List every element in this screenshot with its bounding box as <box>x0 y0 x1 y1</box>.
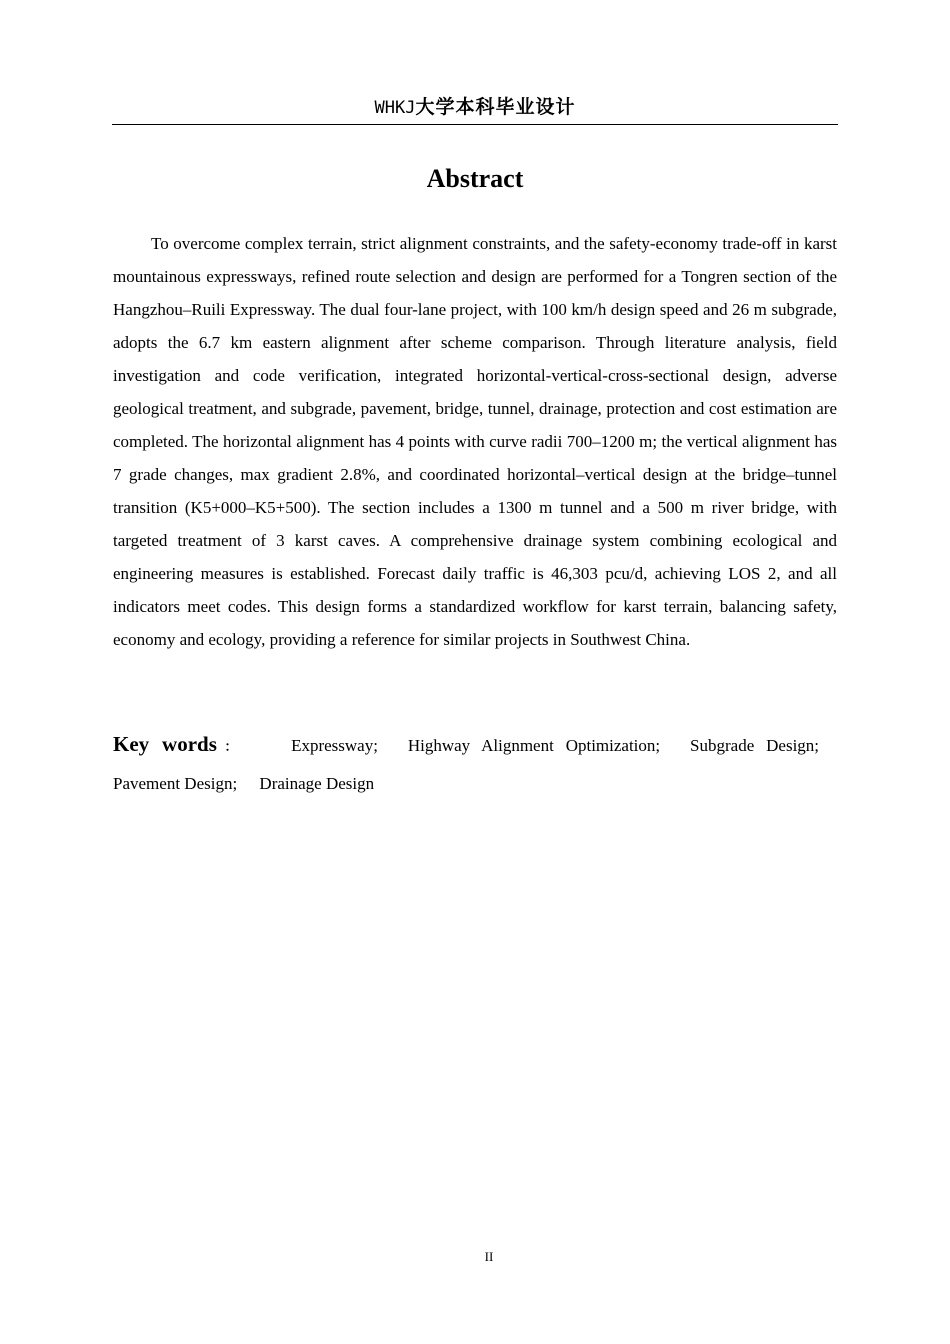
header-rule <box>112 124 838 125</box>
keywords-colon: ： <box>216 740 246 755</box>
header-thesis-title: 大学本科毕业设计 <box>415 96 576 118</box>
header-school-code: WHKJ <box>374 98 416 118</box>
keywords-paragraph <box>113 726 837 802</box>
keyword-item: Pavement Design; <box>113 774 238 793</box>
abstract-body: To overcome complex terrain, strict alignment constraints, and the safety-economy trade-off in karst mountainous expressways, refined route selection and design are performed for a Tongren section of the Hangzhou–Ruili Expressway. The dual four-lane project, with 100 km/h design speed and 26 m subgrade, adopts the 6.7 km eastern alignment after scheme comparison. Through literature analysis, field investigation and code verification, integrated horizontal-vertical-cross-sectional design, adverse geological treatment, and subgrade, pavement, bridge, tunnel, drainage, protection and cost estimation are completed. The horizontal alignment has 4 points with curve radii 700–1200 m; the vertical alignment has 7 grade changes, max gradient 2.8%, and coordinated horizontal–vertical design at the bridge–tunnel transition (K5+000–K5+500). The section includes a 1300 m tunnel and a 500 m river bridge, with targeted treatment of 3 karst caves. A comprehensive drainage system combining ecological and engineering measures is established. Forecast daily traffic is 46,303 pcu/d, achieving LOS 2, and all indicators meet codes. This design forms a standardized workflow for karst terrain, balancing safety, economy and ecology, providing a reference for similar projects in Southwest China. <box>113 234 837 649</box>
keywords-label: Key words <box>113 732 217 756</box>
keyword-item: Highway Alignment Optimization; <box>407 736 661 755</box>
page-number: II <box>484 1249 494 1264</box>
keyword-item: Expressway; <box>291 736 378 755</box>
running-header <box>112 94 838 121</box>
keyword-item: Drainage Design <box>259 774 375 793</box>
page-title: Abstract <box>426 164 524 193</box>
keyword-item: Subgrade Design; <box>690 736 820 755</box>
